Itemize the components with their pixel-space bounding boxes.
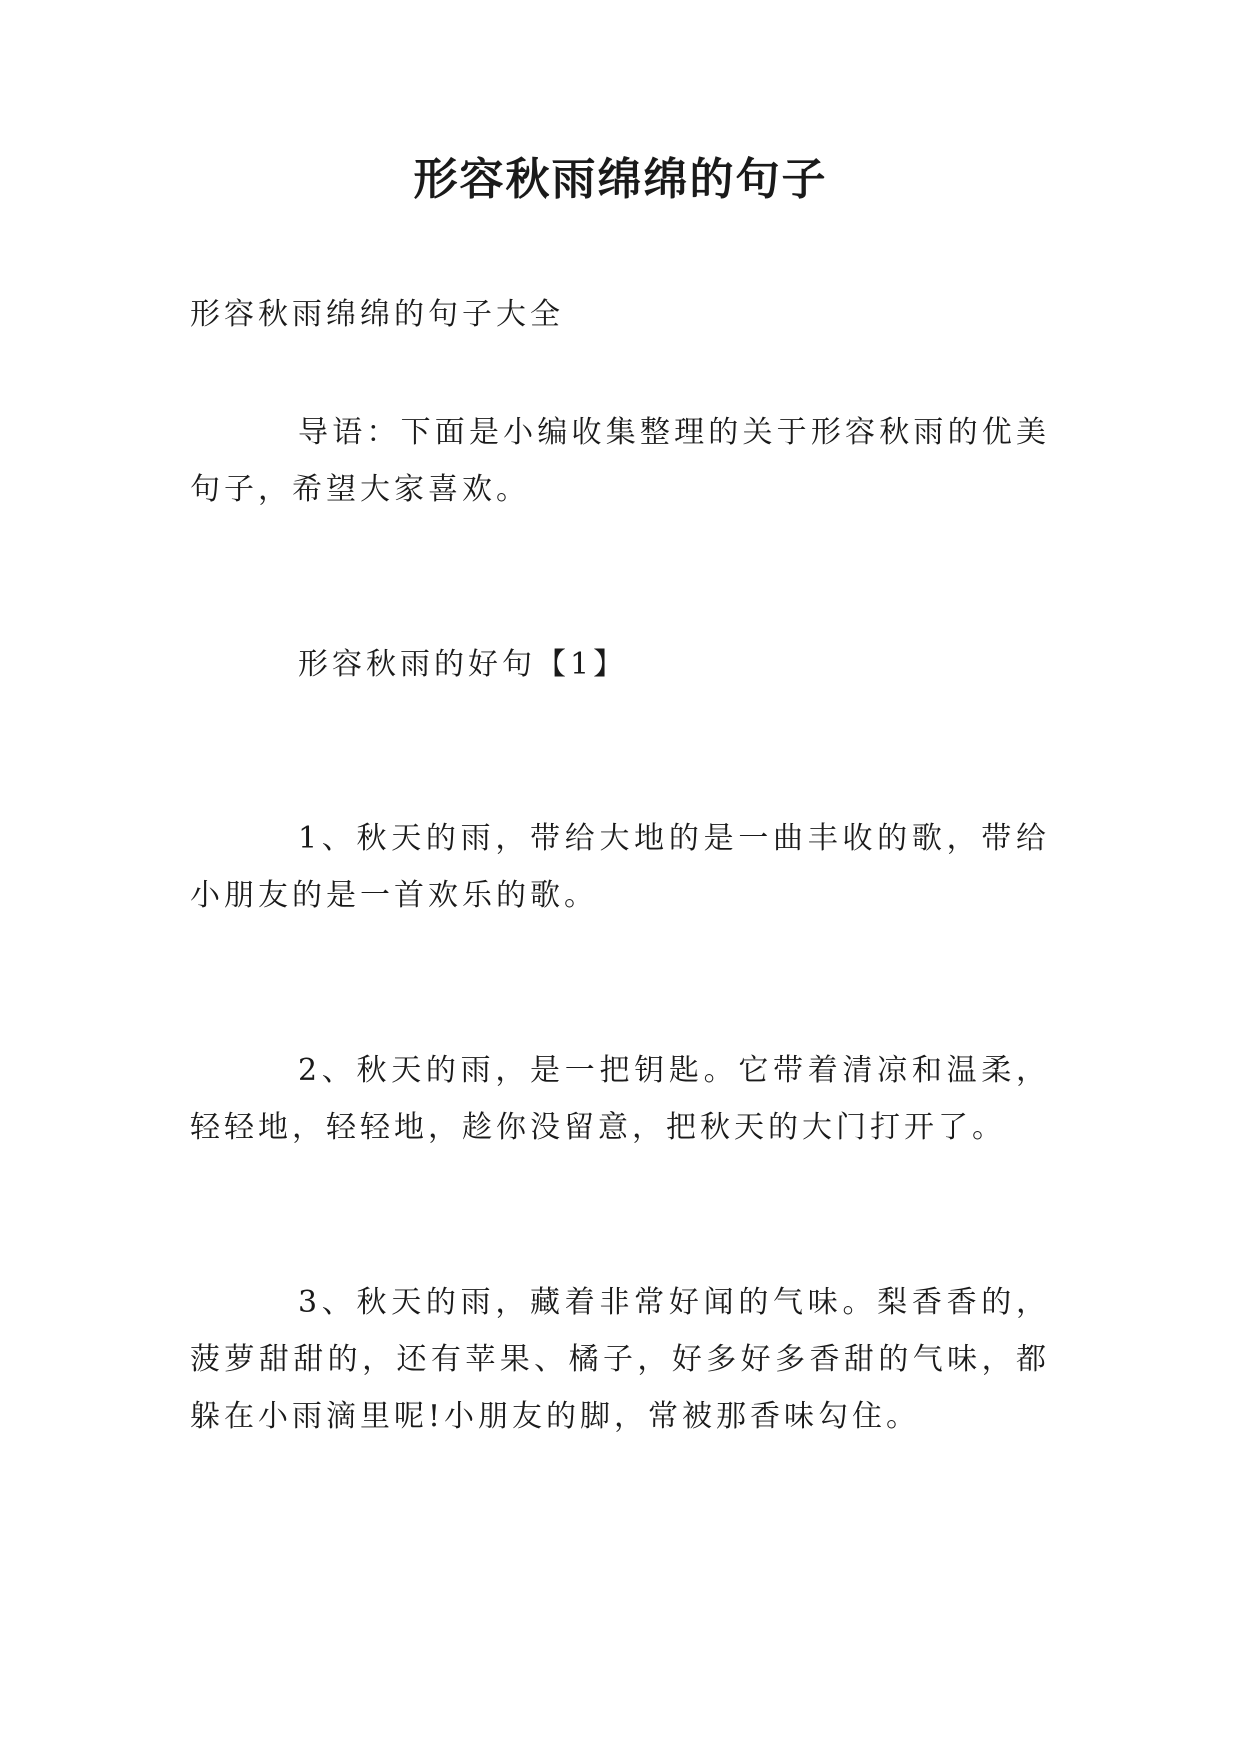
document-subtitle: 形容秋雨绵绵的句子大全 bbox=[190, 297, 564, 332]
intro-paragraph: 导语：下面是小编收集整理的关于形容秋雨的优美句子，希望大家喜欢。 bbox=[190, 415, 1050, 507]
list-item: 3、秋天的雨，藏着非常好闻的气味。梨香香的，菠萝甜甜的，还有苹果、橘子，好多好多香甜的气味，都躲在小雨滴里呢!小朋友的脚，常被那香味勾住。 bbox=[190, 1285, 1050, 1434]
list-item: 2、秋天的雨，是一把钥匙。它带着清凉和温柔，轻轻地，轻轻地，趁你没留意，把秋天的大门打开了。 bbox=[190, 1053, 1050, 1145]
document-title: 形容秋雨绵绵的句子 bbox=[413, 154, 828, 205]
list-item: 1、秋天的雨，带给大地的是一曲丰收的歌，带给小朋友的是一首欢乐的歌。 bbox=[190, 821, 1050, 913]
section-heading: 形容秋雨的好句【1】 bbox=[298, 647, 628, 682]
